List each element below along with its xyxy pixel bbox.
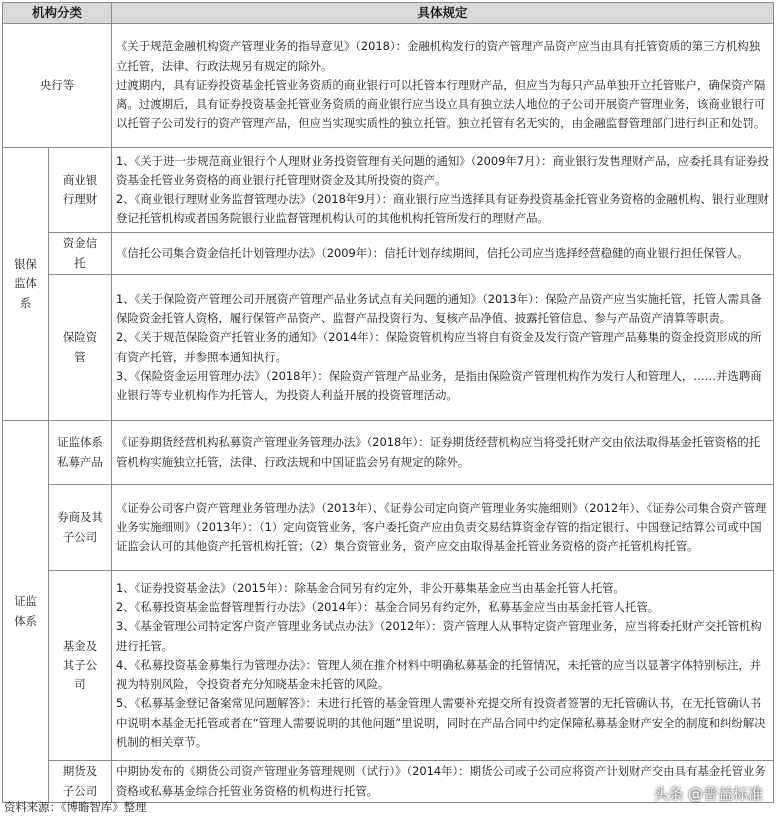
table-row-broker: [3, 485, 774, 571]
rule-line: 《关于规范金融机构资产管理业务的指导意见》（2018）：金融机构发行的资产管理产品资产应当由具有托管资质的第三方机构独立托管，法律、行政法规另有规定的除外。: [116, 39, 761, 73]
table-row-trust: [3, 233, 774, 275]
org-pboc: 央行等: [3, 24, 112, 148]
rule-line: 2、《私募投资基金监督管理暂行办法》（2014年）：基金合同另有约定外，私募基金应当由基金托管人托管。: [116, 600, 660, 615]
table-row-insurance: [3, 275, 774, 421]
table-row-fund: [3, 571, 774, 761]
sub-trust: 资金信托: [49, 233, 112, 275]
rule-line: 1、《证券投资基金法》（2015年）：除基金合同另有约定外，非公开募集基金应当由基金托管人托管。: [116, 581, 625, 596]
rules-trust: [112, 233, 774, 275]
rule-line: 3、《基金管理公司特定客户资产管理业务试点办法》（2012年）：资产管理人从事特定资产管理业务，应当将委托财产交托管机构进行托管。: [116, 619, 762, 653]
table-row-pboc: [3, 24, 774, 148]
header-org-category: 机构分类: [3, 3, 112, 24]
rules-bank-wealth: [112, 148, 774, 233]
rule-line: 3、《保险资金运用管理办法》（2018年）：保险资产管理产品业务，是指由保险资产管理机构作为发行人和管理人，……并选聘商业银行等专业机构作为托管人，为投资人利益开展的投资管理活动。: [116, 368, 762, 402]
rule-line: 5、《私募基金登记备案常见问题解答》：未进行托管的基金管理人需要补充提交所有投资者签署的无托管确认书，在无托管确认书中说明本基金无托管或者在“管理人需要说明的其他问题”里说明，同时在产品合同中约定保障私募基金财产安全的制度和纠纷解决机制的相关章节。: [116, 696, 766, 749]
rule-line: 1、《关于保险资产管理公司开展资产管理产品业务试点有关问题的通知》（2013年）：保险产品资产应当实施托管，托管人需具备 保险资金托管人资格，履行保管产品资产、监督产品投资行为、复核产品净值、披露托管信息、参与产品资产清算等职责。: [116, 291, 762, 326]
rule-line: 过渡期内，具有证券投资基金托管业务资质的商业银行可以托管本行理财产品，但应当为每只产品单独开立托管账户，确保资产隔离。过渡期后，具有证券投资基金托管业务资质的商业银行应当设立具有独立法人地位的子公司开展资产管理业务，该商业银行可以托管子公司发行的资产管理产品，但应当实现实质性的独立托管。独立托管有名无实的，由金融监督管理部门进行纠正和处罚。: [116, 77, 766, 131]
sub-bank-wealth: 商业银行理财: [49, 148, 112, 233]
table-header-row: [3, 3, 774, 24]
rules-broker: [112, 485, 774, 571]
rule-line: 2、《商业银行理财业务监督管理办法》（2018年9月）：商业银行应当选择具有证券投资基金托管业务资格的金融机构、银行业理财登记托管机构或者国务院银行业监督管理机构认可的其他机构托管所发行的理财产品。: [116, 192, 769, 226]
rules-insurance: [112, 275, 774, 421]
table-row-bank-wealth: [3, 148, 774, 233]
sub-futures: 期货及子公司: [49, 761, 112, 803]
watermark: 头条 @普益标准: [653, 785, 763, 803]
rules-csrc-private: [112, 421, 774, 485]
sub-fund: 基金及其子公司: [49, 571, 112, 761]
rule-line: 《信托公司集合资金信托计划管理办法》（2009年）：信托计划存续期间，信托公司应当选择经营稳健的商业银行担任保管人。: [116, 245, 749, 260]
rule-line: 《证券期货经营机构私募资产管理业务管理办法》（2018年）：证券期货经营机构应当将受托财产交由依法取得基金托管资格的托管机构实施独立托管，法律、行政法规和中国证监会另有规定的除外。: [116, 435, 761, 469]
header-specific-rules: 具体规定: [112, 3, 774, 24]
source-note: 资料来源：《博瞻智库》整理: [4, 800, 147, 814]
rules-pboc: [112, 24, 774, 148]
rule-line: 4、《私募投资基金募集行为管理办法》：管理人须在推介材料中明确私募基金的托管情况，未托管的应当以显著字体特别标注，并视为特别风险，令投资者充分知晓基金未托管的风险。: [116, 657, 762, 692]
regulation-table: [2, 2, 774, 803]
table-row-csrc-private: [3, 421, 774, 485]
sub-broker: 券商及其子公司: [49, 485, 112, 571]
rule-line: 《证券公司客户资产管理业务管理办法》（2013年）、《证券公司定向资产管理业务实施细则》（2012年）、《证券公司集合资产管理业务实施细则》（2013年）：（1）定向资管业务，客户委托资产应由负责交易结算资金存管的指定银行、中国登记结算公司或中国证监会认可的其他资产托管机构托管；（2）集合资管业务，资产应交由取得基金托管业务资格的资产托管机构托管。: [116, 500, 767, 554]
org-csrc-label: 证监体系: [14, 594, 37, 628]
org-cbirc-label: 银保监体系: [14, 257, 37, 310]
rules-fund: [112, 571, 774, 761]
rule-line: 1、《关于进一步规范商业银行个人理财业务投资管理有关问题的通知》（2009年7月）：商业银行发售理财产品，应委托具有证券投资基金托管业务资格的商业银行托管理财资金及其所投资的资产。: [116, 153, 769, 187]
rule-line: 中期协发布的《期货公司资产管理业务管理规则（试行）》（2014年）：期货公司或子公司应将资产计划财产交由具有基金托管业务资格或私募基金综合托管业务资格的机构进行托管。: [116, 764, 766, 798]
org-csrc: [3, 421, 49, 803]
sub-insurance: 保险资管: [49, 275, 112, 421]
rule-line: 2、《关于规范保险资产托管业务的通知》（2014年）：保险资管机构应当将自有资金及发行资产管理产品募集的资金投资形成的所有资产托管，并参照本通知执行。: [116, 330, 762, 364]
org-cbirc: [3, 148, 49, 421]
sub-csrc-private: 证监体系私募产品: [49, 421, 112, 485]
